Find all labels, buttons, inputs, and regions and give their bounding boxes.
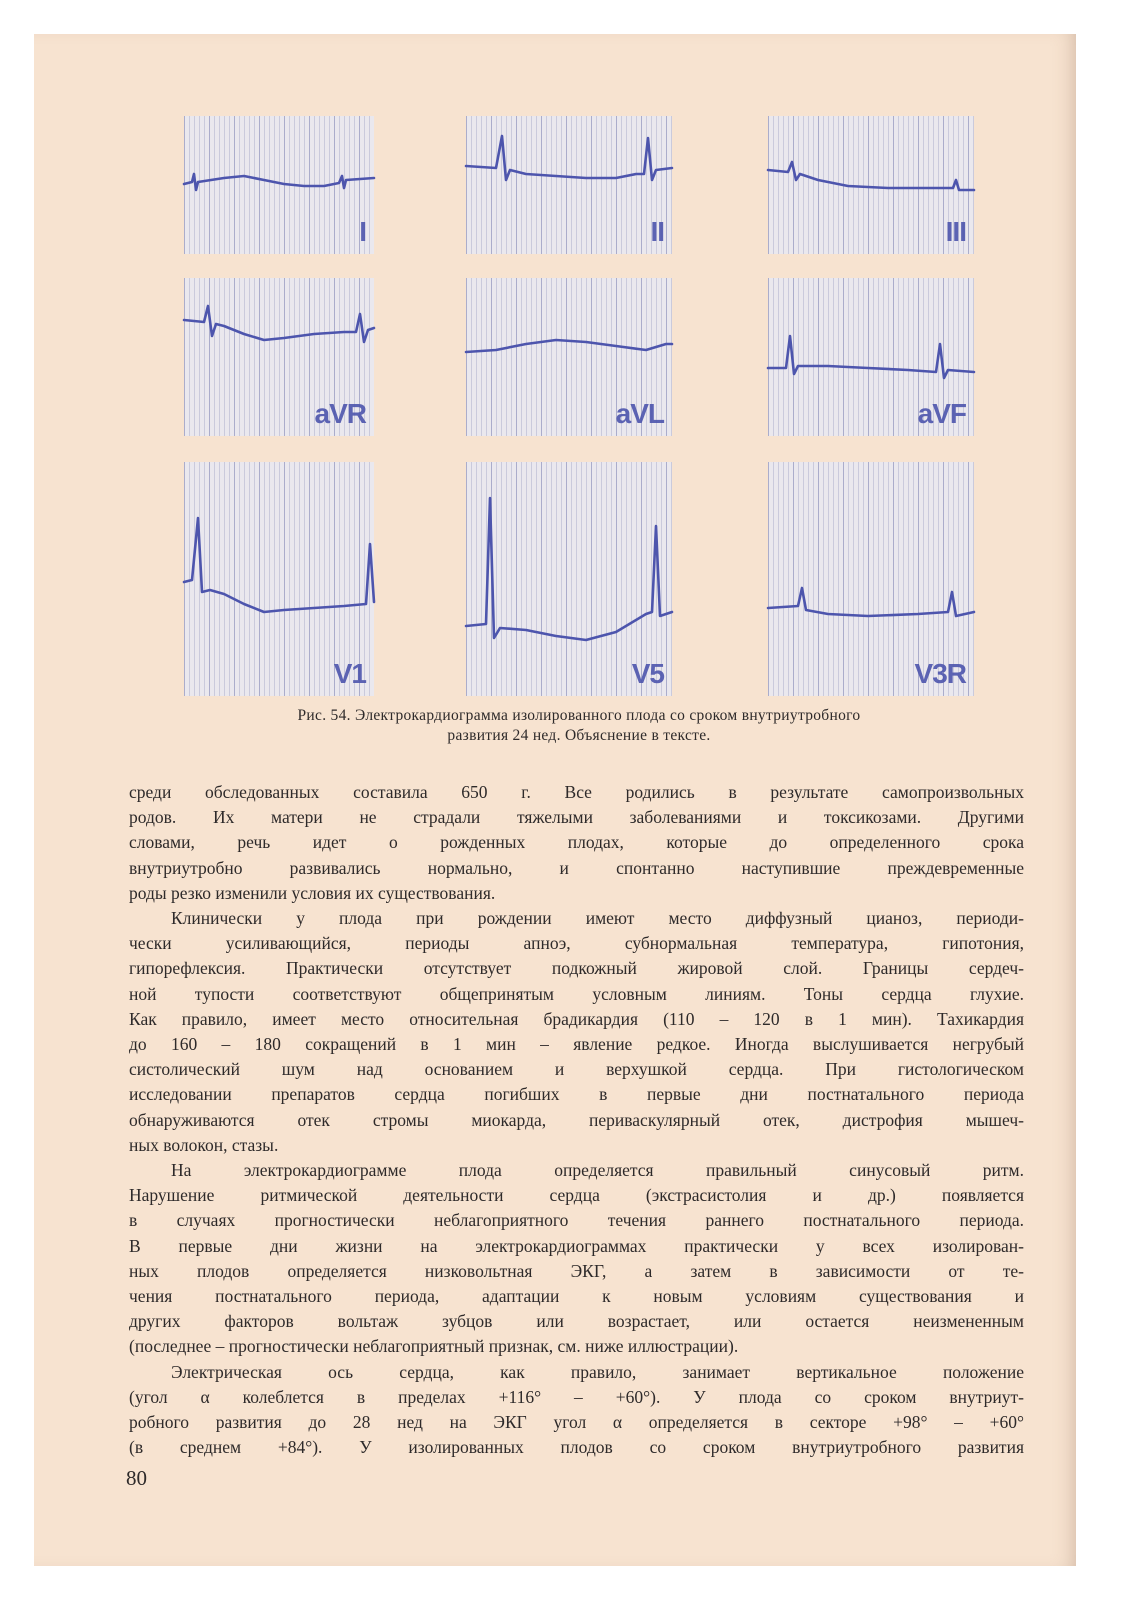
lead-label-i: I: [359, 216, 366, 247]
text-line: до 160 – 180 сокращений в 1 мин – явление редкое. Иногда выслушивается негрубый: [129, 1034, 1024, 1055]
figure-caption-line: Рис. 54. Электрокардиограмма изолированного плода со сроком внутриутробного: [297, 707, 861, 724]
book-page: [34, 34, 1076, 1566]
text-line: чения постнатального периода, адаптации к новым условиям существования и: [129, 1286, 1024, 1307]
lead-label-iii: III: [945, 216, 966, 247]
ecg-trace-iii: [768, 116, 974, 254]
lead-label-ii: II: [650, 216, 664, 247]
lead-label-v5: V5: [631, 658, 664, 689]
text-line: систолический шум над основанием и верхушкой сердца. При гистологическом: [129, 1059, 1024, 1080]
text-line: (в среднем +84°). У изолированных плодов со сроком внутриутробного развития: [129, 1437, 1024, 1458]
lead-label-v3r: V3R: [914, 658, 966, 689]
text-line: На электрокардиограмме плода определяется правильный синусовый ритм.: [171, 1160, 1024, 1181]
ecg-lead-v3r: [768, 462, 974, 696]
text-line: ных волокон, стазы.: [129, 1134, 279, 1155]
text-line: (угол α колеблется в пределах +116° – +60°). У плода со сроком внутриут-: [129, 1386, 1024, 1407]
ecg-trace-i: [184, 116, 374, 254]
text-line: ных плодов определяется низковольтная ЭКГ, а затем в зависимости от те-: [129, 1260, 1024, 1281]
text-line: В первые дни жизни на электрокардиограммах практически у всех изолирован-: [129, 1235, 1024, 1256]
text-line: гипорефлексия. Практически отсутствует подкожный жировой слой. Границы сердеч-: [129, 958, 1024, 979]
ecg-lead-i: [184, 116, 374, 254]
text-line: ной тупости соответствуют общепринятым условным линиям. Тоны сердца глухие.: [129, 983, 1024, 1004]
lead-label-avr: aVR: [314, 398, 366, 429]
body-text: [129, 780, 1024, 1460]
ecg-trace-ii: [466, 116, 672, 254]
figure-caption: [184, 706, 974, 746]
ecg-figure: [184, 116, 974, 696]
lead-label-avf: aVF: [917, 398, 966, 429]
page-number: 80: [126, 1466, 147, 1490]
text-line: родов. Их матери не страдали тяжелыми заболеваниями и токсикозами. Другими: [129, 807, 1024, 828]
ecg-lead-v5: [466, 462, 672, 696]
text-line: Как правило, имеет место относительная брадикардия (110 – 120 в 1 мин). Тахикардия: [129, 1008, 1024, 1029]
text-line: внутриутробно развивались нормально, и спонтанно наступившие преждевременные: [129, 857, 1024, 878]
ecg-lead-avr: [184, 278, 374, 436]
figure-caption-line: развития 24 нед. Объяснение в тексте.: [447, 727, 711, 744]
text-line: среди обследованных составила 650 г. Все родились в результате самопроизвольных: [129, 782, 1024, 802]
text-line: словами, речь идет о рожденных плодах, которые до определенного срока: [129, 832, 1024, 853]
text-line: Клинически у плода при рождении имеют место диффузный цианоз, периоди-: [171, 908, 1024, 929]
ecg-lead-avf: [768, 278, 974, 436]
text-line: в случаях прогностически неблагоприятного течения раннего постнатального периода.: [129, 1210, 1024, 1231]
text-line: других факторов вольтаж зубцов или возрастает, или остается неизмененным: [129, 1311, 1024, 1332]
ecg-lead-ii: [466, 116, 672, 254]
text-line: обнаруживаются отек стромы миокарда, периваскулярный отек, дистрофия мышеч-: [129, 1109, 1024, 1130]
ecg-lead-v1: [184, 462, 374, 696]
lead-label-avl: aVL: [615, 398, 664, 429]
text-line: исследовании препаратов сердца погибших в первые дни постнатального периода: [129, 1084, 1024, 1105]
text-line: Электрическая ось сердца, как правило, занимает вертикальное положение: [171, 1361, 1024, 1382]
text-line: робного развития до 28 нед на ЭКГ угол α определяется в секторе +98° – +60°: [129, 1412, 1024, 1433]
text-line: чески усиливающийся, периоды апноэ, субнормальная температура, гипотония,: [129, 933, 1024, 954]
ecg-lead-avl: [466, 278, 672, 436]
ecg-lead-iii: [768, 116, 974, 254]
text-line: роды резко изменили условия их существования.: [129, 882, 496, 903]
lead-label-v1: V1: [333, 658, 366, 689]
text-line: Нарушение ритмической деятельности сердца (экстрасистолия и др.) появляется: [129, 1185, 1024, 1206]
text-line: (последнее – прогностически неблагоприятный признак, см. ниже иллюстрации).: [129, 1336, 739, 1357]
